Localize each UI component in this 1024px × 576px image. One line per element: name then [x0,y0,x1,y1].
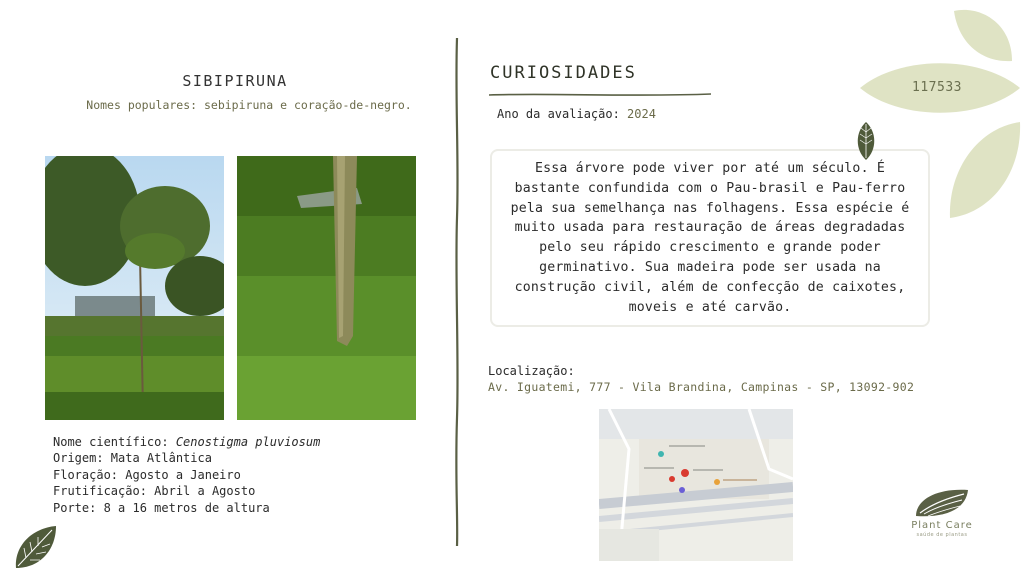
plant-care-logo-icon [912,486,972,520]
brand-name: Plant Care [911,520,973,531]
tree-photo [45,156,224,420]
location-address: Av. Iguatemi, 777 - Vila Brandina, Campinas - SP, 13092-902 [488,380,915,394]
location-label: Localização: [488,364,575,378]
decorative-leaf-icon [948,120,1022,220]
common-names: Nomes populares: sebipiruna e coração-de-negro. [86,98,412,112]
fruiting: Frutificação: Abril a Agosto [53,484,256,499]
scientific-name: Nome científico: Cenostigma pluviosum [53,435,321,449]
evaluation-year: Ano da avaliação: 2024 [497,107,656,121]
brand-tagline: saúde de plantas [916,532,968,538]
plant-name: SIBIPIRUNA [182,72,288,90]
tree-id: 117533 [912,80,962,95]
origin: Origem: Mata Atlântica [53,451,212,466]
trunk-photo [237,156,416,420]
plant-details [53,434,320,516]
curiosities-text: Essa árvore pode viver por até um século. É bastante confundida com o Pau-brasil e Pau-ferro pela sua semelhança nas folhagens. Essa espécie é muito usada para restauração de áreas degradadas pelo seu rápido crescimento e grande poder germinativo. Sua madeira pode ser usada na construção civil, além de confecção de caixotes, moveis e até carvão. [510,161,910,315]
column-divider [452,38,462,546]
curiosities-title: CURIOSIDADES [490,63,637,83]
size: Porte: 8 a 16 metros de altura [53,500,270,515]
location-map[interactable] [599,409,793,561]
leaf-icon [10,522,60,572]
small-leaf-icon [855,122,877,160]
flowering: Floração: Agosto a Janeiro [53,467,241,482]
curiosities-box [490,149,930,327]
title-underline [489,84,711,92]
